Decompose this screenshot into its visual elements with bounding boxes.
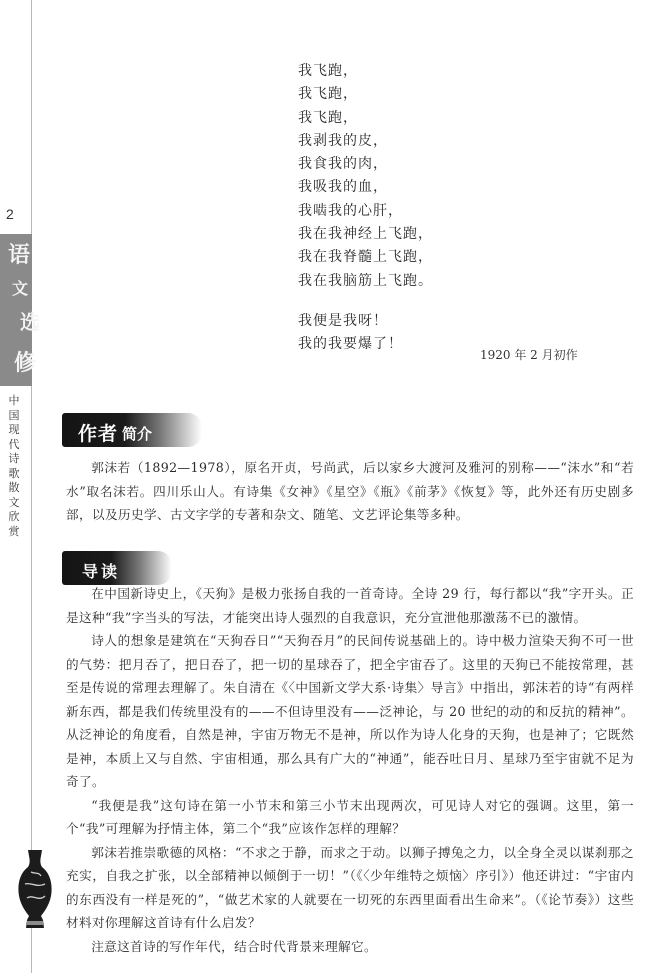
poem-date: 1920 年 2 月初作 — [480, 348, 578, 362]
paragraph: 郭沫若（1892—1978），原名开贞，号尚武，后以家乡大渡河及雅河的别称——“沫水”和“若水”取名沫若。四川乐山人。有诗集《女神》《星空》《瓶》《前茅》《恢复》等，此外还有历史剧多部，以及历史学、古文字学的专著和杂文、随笔、文艺评论集等多种。 — [66, 460, 634, 522]
paragraph: 在中国新诗史上，《天狗》是极力张扬自我的一首奇诗。全诗 29 行，每行都以“我”字开头。正是这种“我”字当头的写法，才能突出诗人强烈的自我意识，充分宣泄他那激荡不已的激情。 — [66, 586, 634, 625]
poem-line: 我在我脊髓上飞跑， — [298, 249, 433, 266]
author-intro-text — [66, 456, 634, 527]
side-band-book-title — [0, 234, 40, 386]
paragraph: “我便是我”这句诗在第一小节末和第三小节末出现两次，可见诗人对它的强调。这里，第一个“我”可理解为抒情主体，第二个“我”应该作怎样的理解？ — [66, 797, 634, 836]
author-heading-main: 作者 — [78, 423, 119, 445]
side-band-char: 语 — [8, 242, 31, 268]
poem-line: 我飞跑， — [298, 86, 358, 103]
poem-closing-line: 我便是我呀！ — [298, 312, 388, 329]
poem-line: 我吸我的血， — [298, 179, 388, 196]
poem-line: 我在我脑筋上飞跑。 — [298, 272, 433, 289]
guide-reading-heading — [62, 551, 172, 585]
paragraph: 注意这首诗的写作年代，结合时代背景来理解它。 — [91, 938, 378, 954]
margin-rule — [31, 0, 32, 973]
side-band-char: 文 — [12, 279, 29, 298]
side-subtitle: 中国现代诗歌散文欣赏 — [8, 394, 20, 538]
author-heading-sub: 简介 — [122, 425, 153, 443]
poem-line: 我啮我的心肝， — [298, 202, 403, 219]
vase-icon — [15, 848, 55, 930]
poem-closing-line: 我的我要爆了！ — [298, 336, 403, 353]
poem-excerpt — [298, 60, 433, 357]
poem-line: 我飞跑， — [298, 63, 358, 79]
poem-line: 我在我神经上飞跑， — [298, 226, 433, 243]
poem-line: 我剥我的皮， — [298, 132, 388, 149]
poem-line: 我食我的肉， — [298, 156, 388, 173]
side-band-char: 修 — [14, 350, 37, 376]
side-band-char: 选 — [20, 310, 40, 334]
paragraph: 诗人的想象是建筑在“天狗吞日”“天狗吞月”的民间传说基础上的。诗中极力渲染天狗不可一世的气势：把月吞了，把日吞了，把一切的星球吞了，把全宇宙吞了。这里的天狗已不能按常理，甚至是传说的常理去理解了。朱自清在《〈中国新文学大系·诗集〉导言》中指出，郭沫若的诗“有两样新东西，都是我们传统里没有的——不但诗里没有——泛神论，与 20 世纪的动的和反抗的精神”。从泛神论的角度看，自然是神，宇宙万物无不是神，所以作为诗人化身的天狗，也是神了；它既然是神，本质上又与自然、宇宙相通，那么具有广大的“神通”，能吞吐日月、星球乃至宇宙就不足为奇了。 — [66, 633, 634, 789]
paragraph: 郭沫若推崇歌德的风格：“不求之于静，而求之于动。以狮子搏兔之力，以全身全灵以谋刹那之充实，自我之扩张，以全部精神以倾倒于一切！”（《〈少年维特之烦恼〉序引》）他还讲过：“宇宙内的东西没有一样是死的”，“做艺术家的人就要在一切死的东西里面看出生命来”。（《论节奏》）这些材料对你理解这首诗有什么启发？ — [66, 844, 634, 930]
author-intro-heading — [62, 413, 202, 447]
guide-reading-text — [66, 582, 634, 958]
poem-line: 我飞跑， — [298, 109, 358, 126]
guide-heading-main: 导读 — [82, 562, 121, 581]
page-number: 2 — [6, 206, 14, 222]
